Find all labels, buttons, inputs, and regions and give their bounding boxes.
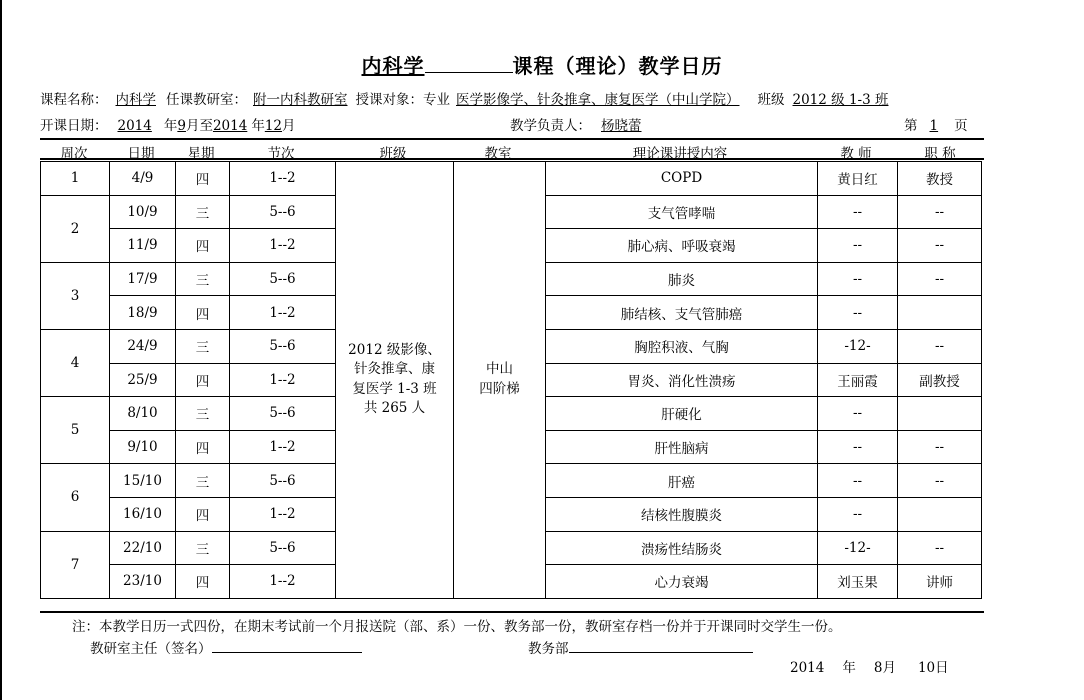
date-month-char: 月 (882, 660, 896, 676)
table-row (41, 162, 982, 196)
weekday-cell: 四 (176, 363, 230, 397)
room-line: 四阶梯 (479, 380, 520, 397)
weekday-cell: 三 (176, 329, 230, 363)
title-cell: -- (898, 329, 982, 363)
weekday-cell: 四 (176, 296, 230, 330)
period-cell: 5--6 (230, 464, 336, 498)
header-content: 理论课讲授内容 (632, 146, 728, 162)
teacher-cell: -- (818, 195, 898, 229)
leader-value: 杨晓蕾 (601, 118, 642, 134)
start-month: 9 (177, 118, 186, 134)
teacher-cell: -- (818, 262, 898, 296)
office-signature-line[interactable] (569, 638, 753, 653)
teacher-cell: -- (818, 464, 898, 498)
page-title (0, 50, 1084, 79)
week-cell: 4 (41, 329, 110, 396)
period-cell: 1--2 (230, 296, 336, 330)
teacher-cell: -- (818, 229, 898, 263)
title-cell: -- (898, 195, 982, 229)
title-cell: 讲师 (898, 565, 982, 599)
title-cell (898, 296, 982, 330)
end-month: 12 (264, 118, 282, 134)
date-day-char: 日 (935, 660, 949, 676)
date-cell: 16/10 (110, 497, 176, 531)
class-line: 共 265 人 (363, 400, 426, 417)
title-cell (898, 397, 982, 431)
period-cell: 1--2 (230, 430, 336, 464)
class-value: 2012 级 1-3 班 (792, 92, 889, 108)
date-day: 10 (917, 660, 936, 676)
date-cell: 25/9 (110, 363, 176, 397)
content-cell: 胃炎、消化性溃疡 (546, 363, 818, 397)
leader-label: 教学负责人： (510, 118, 591, 134)
content-cell: 支气管哮喘 (546, 195, 818, 229)
sign-date (790, 656, 949, 676)
left-border (0, 0, 2, 700)
header-title: 职 称 (924, 146, 956, 162)
date-cell: 8/10 (110, 397, 176, 431)
table-bottom-rule (40, 611, 984, 613)
period-cell: 1--2 (230, 162, 336, 196)
teacher-cell: -- (818, 397, 898, 431)
content-cell: COPD (546, 162, 818, 196)
period-cell: 1--2 (230, 497, 336, 531)
title-rest: 课程（理论）教学日历 (512, 54, 723, 78)
director-label: 教研室主任（签名） (90, 641, 212, 657)
header-room: 教室 (484, 146, 512, 162)
teacher-cell: -- (818, 296, 898, 330)
week-cell: 7 (41, 531, 110, 598)
header-period: 节次 (267, 146, 295, 162)
date-cell: 4/9 (110, 162, 176, 196)
period-cell: 5--6 (230, 329, 336, 363)
date-cell: 11/9 (110, 229, 176, 263)
date-cell: 10/9 (110, 195, 176, 229)
period-cell: 5--6 (230, 531, 336, 565)
date-cell: 18/9 (110, 296, 176, 330)
weekday-cell: 四 (176, 565, 230, 599)
period-cell: 1--2 (230, 229, 336, 263)
week-cell: 5 (41, 397, 110, 464)
date-cell: 24/9 (110, 329, 176, 363)
class-merged-cell (336, 162, 454, 599)
title-cell: 副教授 (898, 363, 982, 397)
period-cell: 1--2 (230, 565, 336, 599)
period-cell: 5--6 (230, 397, 336, 431)
class-line: 复医学 1-3 班 (352, 380, 437, 397)
teacher-cell: 刘玉果 (818, 565, 898, 599)
weekday-cell: 三 (176, 531, 230, 565)
weekday-cell: 四 (176, 229, 230, 263)
teacher-cell: -- (818, 430, 898, 464)
class-line: 针灸推拿、康 (354, 361, 435, 378)
period-cell: 5--6 (230, 262, 336, 296)
week-cell: 2 (41, 195, 110, 262)
leader-line (510, 114, 642, 134)
date-cell: 22/10 (110, 531, 176, 565)
year-char-2: 年 (251, 118, 265, 134)
header-week: 周次 (60, 146, 88, 162)
director-signature-line[interactable] (212, 638, 362, 653)
teacher-cell: 黄日红 (818, 162, 898, 196)
course-name-label: 课程名称： (40, 92, 108, 108)
weekday-cell: 四 (176, 497, 230, 531)
period-cell: 1--2 (230, 363, 336, 397)
date-month: 8 (873, 660, 883, 676)
start-year: 2014 (117, 118, 152, 134)
teacher-cell: -- (818, 497, 898, 531)
teacher-cell: 王丽霞 (818, 363, 898, 397)
page-prefix: 第 (904, 118, 918, 134)
content-cell: 肺心病、呼吸衰竭 (546, 229, 818, 263)
date-cell: 23/10 (110, 565, 176, 599)
footnote: 注：本教学日历一式四份，在期末考试前一个月报送院（部、系）一份、教务部一份，教研室存档一份并于开课同时交学生一份。 (72, 619, 842, 635)
schedule-table (40, 161, 982, 599)
period-cell: 5--6 (230, 195, 336, 229)
room-line: 中山 (486, 361, 513, 378)
title-cell: 教授 (898, 162, 982, 196)
content-cell: 肺结核、支气管肺癌 (546, 296, 818, 330)
month-to: 月至 (185, 118, 213, 134)
title-blank (425, 54, 513, 73)
end-year: 2014 (212, 118, 248, 134)
content-cell: 胸腔积液、气胸 (546, 329, 818, 363)
start-date-label: 开课日期： (40, 118, 108, 134)
class-label: 班级 (757, 92, 785, 108)
header-teacher: 教 师 (840, 146, 872, 162)
dept-label: 任课教研室： (166, 92, 247, 108)
content-cell: 肺炎 (546, 262, 818, 296)
content-cell: 溃疡性结肠炎 (546, 531, 818, 565)
teacher-cell: -12- (818, 531, 898, 565)
course-name-value: 内科学 (115, 92, 156, 108)
date-cell: 15/10 (110, 464, 176, 498)
weekday-cell: 四 (176, 162, 230, 196)
content-cell: 肝癌 (546, 464, 818, 498)
office-signature (528, 637, 753, 657)
info-line-1 (40, 88, 888, 108)
weekday-cell: 三 (176, 397, 230, 431)
target-label: 授课对象：专业 (355, 92, 450, 108)
week-cell: 1 (41, 162, 110, 196)
weekday-cell: 三 (176, 464, 230, 498)
content-cell: 心力衰竭 (546, 565, 818, 599)
title-cell: -- (898, 229, 982, 263)
title-cell: -- (898, 531, 982, 565)
header-date: 日期 (127, 146, 155, 162)
title-course: 内科学 (361, 54, 425, 78)
content-cell: 结核性腹膜炎 (546, 497, 818, 531)
weekday-cell: 三 (176, 262, 230, 296)
office-label: 教务部 (528, 641, 569, 657)
week-cell: 3 (41, 262, 110, 329)
date-year: 2014 (790, 660, 825, 676)
title-cell (898, 497, 982, 531)
info-line-2 (40, 114, 296, 134)
page-number-line (904, 114, 968, 134)
director-signature (90, 637, 362, 657)
year-char: 年 (163, 118, 178, 134)
dept-value: 附一内科教研室 (253, 92, 348, 108)
date-cell: 9/10 (110, 430, 176, 464)
content-cell: 肝性脑病 (546, 430, 818, 464)
title-cell: -- (898, 262, 982, 296)
title-cell: -- (898, 464, 982, 498)
date-cell: 17/9 (110, 262, 176, 296)
page-number: 1 (929, 118, 939, 134)
month-char: 月 (282, 118, 296, 134)
room-merged-cell (454, 162, 546, 599)
page-suffix: 页 (954, 118, 968, 134)
class-line: 2012 级影像、 (348, 341, 441, 358)
week-cell: 6 (41, 464, 110, 531)
target-value: 医学影像学、针灸推拿、康复医学（中山学院） (456, 92, 740, 108)
title-cell: -- (898, 430, 982, 464)
date-year-char: 年 (842, 660, 856, 676)
table-header (40, 138, 984, 160)
header-weekday: 星期 (187, 146, 215, 162)
header-class: 班级 (379, 146, 407, 162)
teacher-cell: -12- (818, 329, 898, 363)
content-cell: 肝硬化 (546, 397, 818, 431)
weekday-cell: 四 (176, 430, 230, 464)
weekday-cell: 三 (176, 195, 230, 229)
